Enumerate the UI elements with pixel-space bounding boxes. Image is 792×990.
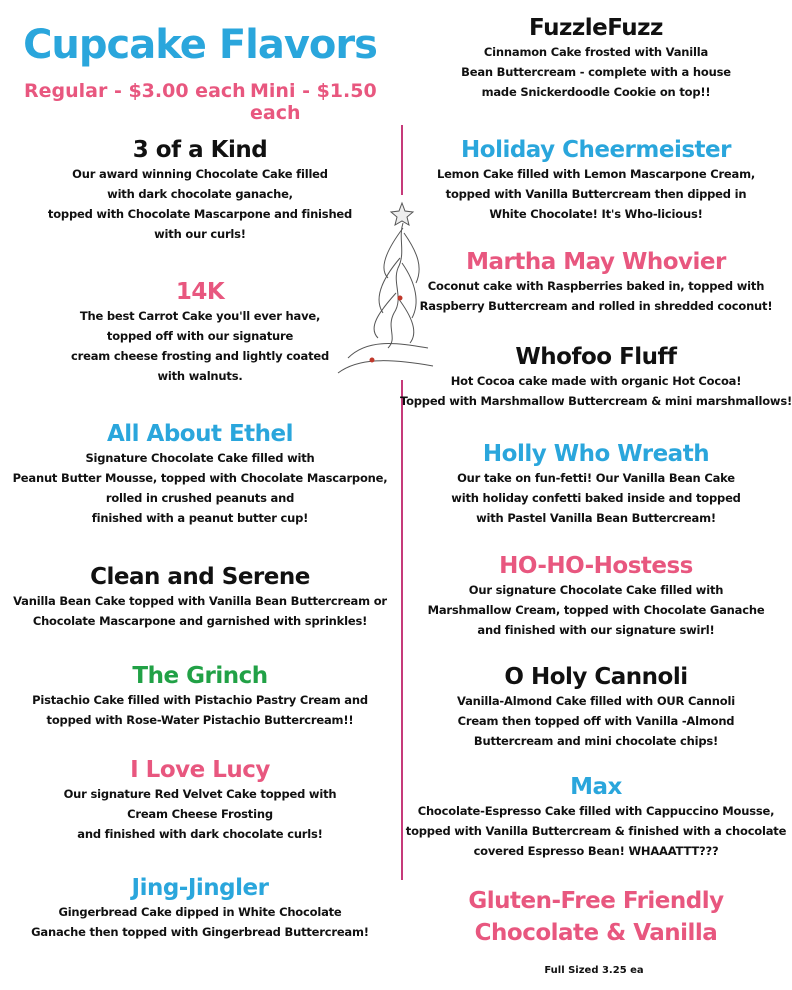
flavor-description: Chocolate-Espresso Cake filled with Cappuccino Mousse, topped with Vanilla Buttercream & finished with a chocolate covered Espresso Bean! WHAAATTT??? <box>405 804 787 858</box>
flavor-whofoo-fluff <box>396 343 792 411</box>
flavor-description: Vanilla Bean Cake topped with Vanilla Bean Buttercream or Chocolate Mascarpone and garnished with sprinkles! <box>13 594 387 628</box>
flavor-description: Coconut cake with Raspberries baked in, topped with Raspberry Buttercream and rolled in shredded coconut! <box>419 279 773 313</box>
flavor-jing-jingler <box>0 874 400 942</box>
flavor-ho-ho-hostess <box>396 552 792 640</box>
flavor-description: Pistachio Cake filled with Pistachio Pastry Cream and topped with Rose-Water Pistachio Buttercream!! <box>32 693 368 727</box>
flavor-clean-and-serene <box>0 563 400 631</box>
flavor-3-of-a-kind <box>0 136 400 244</box>
flavor-name: Gluten-Free Friendly Chocolate & Vanilla <box>468 888 724 946</box>
flavor-holiday-cheermeister <box>396 136 792 224</box>
flavor-name: Whofoo Fluff <box>515 344 677 370</box>
flavor-name: 3 of a Kind <box>132 137 268 163</box>
flavor-description: Gingerbread Cake dipped in White Chocolate Ganache then topped with Gingerbread Buttercream! <box>31 905 369 939</box>
flavor-o-holy-cannoli <box>396 663 792 751</box>
flavor-gluten-free <box>396 885 792 949</box>
flavor-name: Jing-Jingler <box>131 875 269 901</box>
mini-price: Mini - $1.50 each <box>250 80 377 124</box>
flavor-name: Holiday Cheermeister <box>461 137 731 163</box>
flavor-all-about-ethel <box>0 420 400 528</box>
flavor-martha-may-whovier <box>396 248 792 316</box>
flavor-name: Martha May Whovier <box>466 249 726 275</box>
flavor-holly-who-wreath <box>396 440 792 528</box>
flavor-name: O Holy Cannoli <box>504 664 688 690</box>
flavor-the-grinch <box>0 662 400 730</box>
page-title: Cupcake Flavors <box>23 22 377 68</box>
flavor-description: Hot Cocoa cake made with organic Hot Cocoa! Topped with Marshmallow Buttercream & mini marshmallows! <box>399 374 792 408</box>
flavor-name: I Love Lucy <box>130 757 270 783</box>
flavor-i-love-lucy <box>0 756 400 844</box>
flavor-description: Lemon Cake filled with Lemon Mascarpone Cream, topped with Vanilla Buttercream then dipped in White Chocolate! It's Who-licious! <box>436 167 756 221</box>
flavor-name: Holly Who Wreath <box>482 441 710 467</box>
flavor-14k <box>0 278 400 386</box>
flavor-name: All About Ethel <box>106 421 294 447</box>
regular-price: Regular - $3.00 each <box>24 80 246 102</box>
flavor-description: Our take on fun-fetti! Our Vanilla Bean Cake with holiday confetti baked inside and topped with Pastel Vanilla Bean Buttercream! <box>451 471 741 525</box>
flavor-description: Our award winning Chocolate Cake filled with dark chocolate ganache, topped with Chocolate Mascarpone and finished with our curls! <box>47 167 353 241</box>
flavor-description: Cinnamon Cake frosted with Vanilla Bean Buttercream - complete with a house made Snickerdoodle Cookie on top!! <box>461 45 731 99</box>
flavor-name: HO-HO-Hostess <box>499 553 693 579</box>
flavor-description: Our signature Red Velvet Cake topped with Cream Cheese Frosting and finished with dark chocolate curls! <box>63 787 337 841</box>
flavor-description: Vanilla-Almond Cake filled with OUR Cannoli Cream then topped off with Vanilla -Almond Buttercream and mini chocolate chips! <box>457 694 735 748</box>
flavor-name: 14K <box>175 279 225 305</box>
flavor-name: FuzzleFuzz <box>529 15 663 41</box>
flavor-name: The Grinch <box>132 663 268 689</box>
flavor-fuzzlefuzz <box>396 14 792 102</box>
full-size-price-note: Full Sized 3.25 ea <box>544 965 644 976</box>
flavor-description: Signature Chocolate Cake filled with Peanut Butter Mousse, topped with Chocolate Mascarpone, rolled in crushed peanuts and finished with a peanut butter cup! <box>12 451 388 525</box>
flavor-name: Clean and Serene <box>90 564 310 590</box>
flavor-description: Our signature Chocolate Cake filled with Marshmallow Cream, topped with Chocolate Ganache and finished with our signature swirl! <box>427 583 765 637</box>
flavor-max <box>396 773 792 861</box>
flavor-name: Max <box>570 774 622 800</box>
flavor-description: The best Carrot Cake you'll ever have, topped off with our signature cream cheese frosting and lightly coated with walnuts. <box>71 309 329 383</box>
